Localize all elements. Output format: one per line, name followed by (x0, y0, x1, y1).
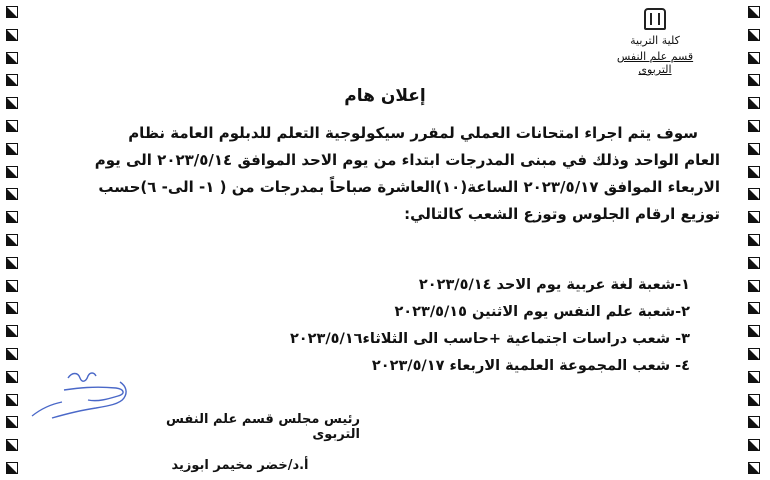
border-mark (748, 325, 760, 337)
border-mark (6, 302, 18, 314)
border-mark (748, 29, 760, 41)
border-mark (6, 462, 18, 474)
border-mark (6, 211, 18, 223)
border-mark (748, 166, 760, 178)
border-mark (748, 302, 760, 314)
notice-line: سوف يتم اجراء امتحانات العملي لمقرر سيكولوجية التعلم للدبلوم العامة نظام (128, 124, 698, 142)
border-mark (6, 234, 18, 246)
signatory-title: رئيس مجلس قسم علم النفس التربوى (166, 412, 360, 442)
border-mark (6, 120, 18, 132)
border-mark (6, 188, 18, 200)
border-mark (748, 462, 760, 474)
border-mark (6, 280, 18, 292)
schedule-item: ٣- شعب دراسات اجتماعية +حاسب الى الثلاثاء٢٠٢٣/٥/١٦ (289, 331, 690, 347)
border-mark (748, 211, 760, 223)
notice-body (48, 120, 720, 228)
border-mark (748, 439, 760, 451)
department-name: قسم علم النفس التربوى (616, 50, 694, 76)
border-mark (748, 348, 760, 360)
schedule-item: ٤- شعب المجموعة العلمية الاربعاء ٢٠٢٣/٥/١٧ (371, 358, 690, 374)
border-mark (748, 52, 760, 64)
border-mark (748, 188, 760, 200)
border-mark (6, 166, 18, 178)
border-mark (6, 416, 18, 428)
schedule-item: ١-شعبة لغة عربية يوم الاحد ٢٠٢٣/٥/١٤ (418, 277, 690, 293)
border-mark (748, 6, 760, 18)
right-border-pattern (748, 0, 764, 480)
notice-line: الاربعاء الموافق ٢٠٢٣/٥/١٧ الساعة(١٠)العاشرة صباحاً بمدرجات من ( ١- الى- ٦)حسب (98, 178, 720, 196)
border-mark (6, 143, 18, 155)
border-mark (6, 394, 18, 406)
border-mark (6, 52, 18, 64)
border-mark (748, 234, 760, 246)
notice-line: العام الواحد وذلك في مبنى المدرجات ابتداء من يوم الاحد الموافق ٢٠٢٣/٥/١٤ الى يوم (94, 151, 720, 169)
border-mark (748, 280, 760, 292)
left-border-pattern (6, 0, 22, 480)
signature-block (120, 412, 360, 473)
border-mark (6, 74, 18, 86)
schedule-item: ٢-شعبة علم النفس يوم الاثنين ٢٠٢٣/٥/١٥ (394, 304, 690, 320)
border-mark (6, 325, 18, 337)
border-mark (748, 74, 760, 86)
border-mark (6, 29, 18, 41)
border-mark (748, 371, 760, 383)
faculty-name: كلية التربية (630, 34, 680, 47)
university-crest-icon (644, 8, 666, 30)
border-mark (748, 257, 760, 269)
border-mark (6, 6, 18, 18)
border-mark (6, 348, 18, 360)
signatory-name: أ.د/خضر مخيمر ابوزيد (171, 458, 309, 473)
border-mark (6, 439, 18, 451)
border-mark (748, 143, 760, 155)
notice-title: إعلان هام (344, 86, 426, 106)
border-mark (6, 257, 18, 269)
schedule-list (130, 272, 690, 380)
border-mark (748, 416, 760, 428)
header (600, 8, 710, 76)
border-mark (748, 394, 760, 406)
border-mark (748, 120, 760, 132)
notice-line: توزيع ارقام الجلوس وتوزع الشعب كالتالي: (404, 205, 720, 223)
border-mark (6, 371, 18, 383)
